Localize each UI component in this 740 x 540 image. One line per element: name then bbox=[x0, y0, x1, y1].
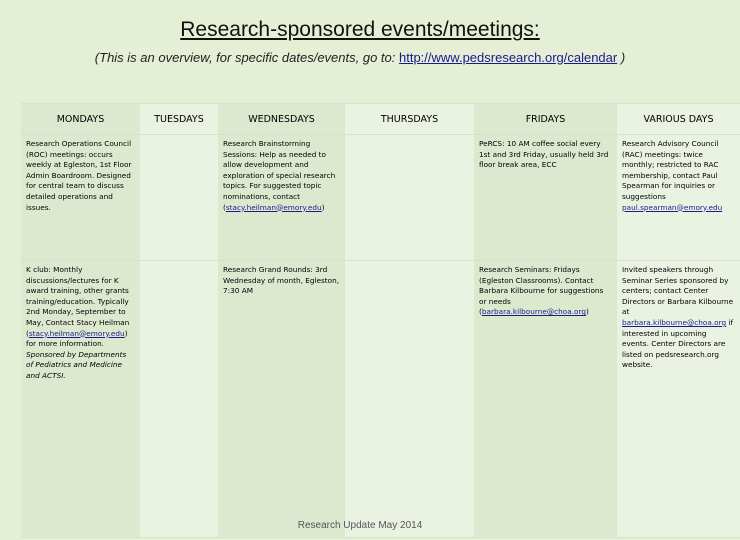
table-row bbox=[21, 261, 740, 538]
cell-tuesday-empty bbox=[140, 135, 218, 261]
cell-various-rac bbox=[617, 135, 740, 261]
cell-monday-roc bbox=[21, 135, 140, 261]
subtitle-suffix: ) bbox=[617, 50, 626, 65]
cell-thursday-empty bbox=[345, 261, 474, 538]
cell-friday-seminars bbox=[474, 261, 617, 538]
footer-text: Research Update May 2014 bbox=[297, 520, 423, 531]
subtitle bbox=[0, 50, 720, 65]
roc-text: Research Operations Council (ROC) meetings: occurs weekly at Egleston, 1st Floor Admin Boardroom. Designed for central team to discuss detailed operations and issues. bbox=[26, 139, 132, 212]
kilbourne-email-link[interactable]: barbara.kilbourne@choa.org bbox=[622, 317, 727, 327]
spearman-email-link[interactable]: paul.spearman@emory.edu bbox=[622, 202, 723, 212]
cell-various-speakers bbox=[617, 261, 740, 538]
header-fridays: FRIDAYS bbox=[474, 104, 617, 135]
table-row bbox=[21, 135, 740, 261]
seminars-text-end: ) bbox=[586, 307, 589, 317]
speakers-text-end: if interested in upcoming events. Center Directors are listed on pedsresearch.org website. bbox=[622, 317, 734, 370]
percs-text: PeRCS: 10 AM coffee social every 1st and 3rd Friday, usually held 3rd floor break area, ECC bbox=[479, 139, 609, 170]
header-wednesdays: WEDNESDAYS bbox=[218, 104, 345, 135]
cell-thursday-empty bbox=[345, 135, 474, 261]
header-thursdays: THURSDAYS bbox=[345, 104, 474, 135]
rac-text: Research Advisory Council (RAC) meetings: twice monthly; restricted to RAC membership, contact Paul Spearman for inquiries or suggestions bbox=[622, 139, 719, 201]
cell-friday-percs bbox=[474, 135, 617, 261]
page-title: Research-sponsored events/meetings: bbox=[180, 18, 540, 41]
events-table bbox=[21, 103, 740, 538]
subtitle-prefix: (This is an overview, for specific dates/events, go to: bbox=[94, 50, 399, 65]
brainstorm-text: Research Brainstorming Sessions: Help as needed to allow development and exploration of special research topics. For suggested topic nominations, contact ( bbox=[223, 139, 336, 212]
speakers-text: Invited speakers through Seminar Series sponsored by centers; contact Center Directors or Barbara Kilbourne at bbox=[622, 265, 734, 317]
grand-rounds-text: Research Grand Rounds: 3rd Wednesday of month, Egleston, 7:30 AM bbox=[223, 265, 340, 296]
kclub-text: K club: Monthly discussions/lectures for K award training, other grants training/education. Typically 2nd Monday, September to May, Contact Stacy Heilman ( bbox=[26, 265, 130, 338]
cell-wednesday-grand-rounds bbox=[218, 261, 345, 538]
header-various-days: VARIOUS DAYS bbox=[617, 104, 740, 135]
calendar-link[interactable]: http://www.pedsresearch.org/calendar bbox=[399, 50, 618, 65]
brainstorm-text-end: ) bbox=[321, 202, 325, 212]
seminars-text: Research Seminars: Fridays (Egleston Classrooms). Contact Barbara Kilbourne for suggestions or needs ( bbox=[479, 265, 604, 317]
header-mondays: MONDAYS bbox=[21, 104, 140, 135]
kilbourne-email-link[interactable]: barbara.kilbourne@choa.org bbox=[481, 307, 587, 317]
kclub-sponsor-note: Sponsored by Departments of Pediatrics and Medicine and ACTSI. bbox=[26, 349, 127, 380]
kclub-text-end: ) for more information. bbox=[26, 328, 128, 349]
header-tuesdays: TUESDAYS bbox=[140, 104, 218, 135]
cell-monday-kclub bbox=[21, 261, 140, 538]
heilman-email-link[interactable]: stacy.heilman@emory.edu bbox=[225, 202, 322, 212]
heilman-email-link[interactable]: stacy.heilman@emory.edu bbox=[28, 328, 125, 338]
header-row bbox=[21, 104, 740, 135]
cell-tuesday-empty bbox=[140, 261, 218, 538]
cell-wednesday-brainstorm bbox=[218, 135, 345, 261]
